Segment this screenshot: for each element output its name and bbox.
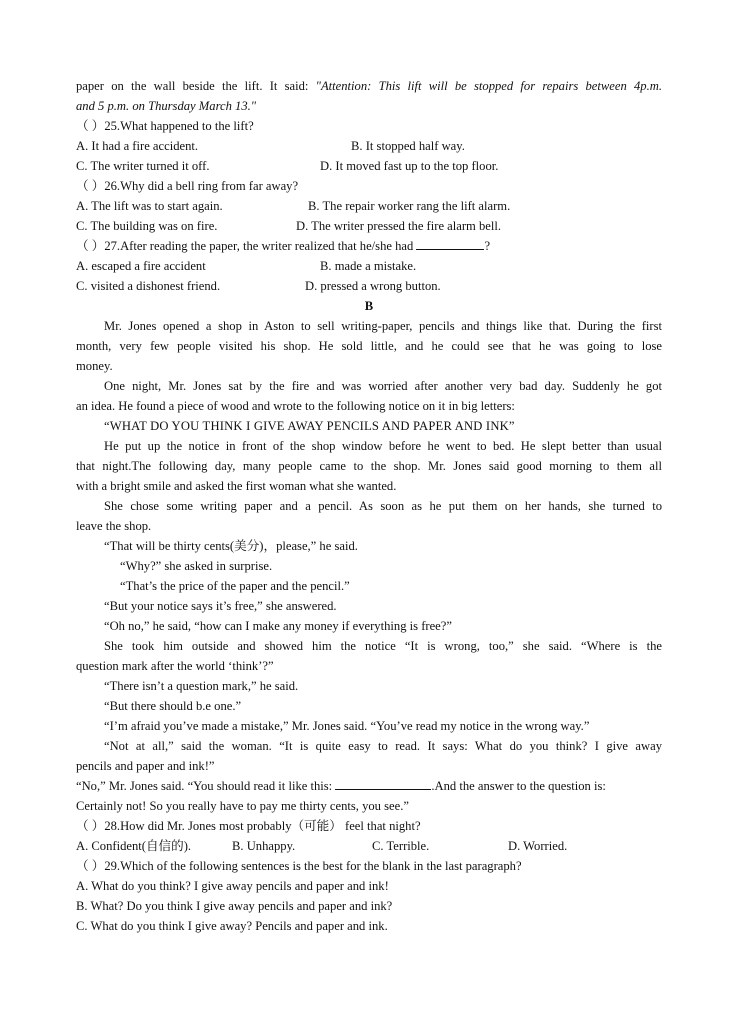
option-25-d[interactable]: D. It moved fast up to the top floor. [320,159,499,173]
option-26-c[interactable]: C. The building was on fire. [76,219,218,233]
question-26-options-cd [76,216,662,236]
passage-b-text: “No,” Mr. Jones said. “You should read it like this: [76,779,333,793]
passage-b-line: One night, Mr. Jones sat by the fire and was worried after another very bad day. Suddenly he got [104,379,662,393]
passage-b-line: an idea. He found a piece of wood and wrote to the following notice on it in big letters: [76,399,515,413]
passage-b-line-with-blank [76,776,662,796]
option-29-c[interactable]: C. What do you think I give away? Pencils and paper and ink. [76,919,388,933]
question-27-text: （ ）27.After reading the paper, the writer realized that he/she had [76,239,414,253]
passage-b-line: He put up the notice in front of the shop window before he went to bed. He slept better than usual [104,439,662,453]
option-28-b[interactable]: B. Unhappy. [232,839,296,853]
passage-b-notice: “WHAT DO YOU THINK I GIVE AWAY PENCILS AND PAPER AND INK” [104,419,515,433]
option-28-d[interactable]: D. Worried. [508,839,568,853]
question-26-options-ab [76,196,662,216]
passage-b-line: Mr. Jones opened a shop in Aston to sell writing-paper, pencils and things like that. During the first [104,319,662,333]
passage-b-line: Certainly not! So you really have to pay me thirty cents, you see.” [76,799,409,813]
option-25-a[interactable]: A. It had a fire accident. [76,139,199,153]
passage-b-line: “That will be thirty cents(美分)，please,” he said. [104,539,358,553]
option-25-c[interactable]: C. The writer turned it off. [76,159,210,173]
passage-b-line: pencils and paper and ink!” [76,759,215,773]
passage-b-line: “Not at all,” said the woman. “It is quite easy to read. It says: What do you think? I give away [104,739,662,753]
passage-a-line-2: and 5 p.m. on Thursday March 13." [76,99,257,113]
option-26-a[interactable]: A. The lift was to start again. [76,199,223,213]
section-b-title: B [364,299,374,313]
option-25-b[interactable]: B. It stopped half way. [351,139,465,153]
passage-b-text: .And the answer to the question is: [431,779,606,793]
question-27-stem [76,236,662,256]
answer-blank[interactable] [416,237,484,250]
question-25-stem: （ ）25.What happened to the lift? [76,119,254,133]
question-26-stem: （ ）26.Why did a bell ring from far away? [76,179,299,193]
passage-b-line: with a bright smile and asked the first woman what she wanted. [76,479,397,493]
question-29-stem: （ ）29.Which of the following sentences is the best for the blank in the last paragraph? [76,859,522,873]
passage-b-line: question mark after the world ‘think’?” [76,659,274,673]
notice-quote: "Attention: This lift will be stopped for repairs between 4p.m. [315,79,662,93]
passage-b-line: She chose some writing paper and a pencil. As soon as he put them on her hands, she turned to [104,499,662,513]
passage-b-line: She took him outside and showed him the notice “It is wrong, too,” she said. “Where is the [104,639,662,653]
passage-b-line: month, very few people visited his shop. He sold little, and he could see that he was going to lose [76,339,662,353]
option-27-d[interactable]: D. pressed a wrong button. [305,279,441,293]
option-28-c[interactable]: C. Terrible. [372,839,430,853]
option-28-a[interactable]: A. Confident(自信的). [76,839,192,853]
passage-b-line: “There isn’t a question mark,” he said. [104,679,299,693]
passage-b-line: “But there should b.e one.” [104,699,242,713]
question-27-end: ? [484,239,491,253]
passage-b-line: “Oh no,” he said, “how can I make any money if everything is free?” [104,619,452,633]
option-27-a[interactable]: A. escaped a fire accident [76,259,206,273]
exam-page [76,76,662,936]
passage-b-line: that night.The following day, many people came to the shop. Mr. Jones said good morning to them all [76,459,662,473]
passage-b-line: “That’s the price of the paper and the pencil.” [120,579,350,593]
option-26-b[interactable]: B. The repair worker rang the lift alarm. [308,199,511,213]
passage-b-line: leave the shop. [76,519,152,533]
passage-b-line: “Why?” she asked in surprise. [120,559,273,573]
option-27-c[interactable]: C. visited a dishonest friend. [76,279,221,293]
option-29-b[interactable]: B. What? Do you think I give away pencils and paper and ink? [76,899,393,913]
passage-b-line: money. [76,359,113,373]
question-27-options-cd [76,276,662,296]
passage-b-line: “But your notice says it’s free,” she answered. [104,599,337,613]
question-28-stem: （ ）28.How did Mr. Jones most probably（可能） feel that night? [76,819,421,833]
answer-blank[interactable] [335,777,431,790]
question-25-options-cd [76,156,662,176]
question-25-options-ab [76,136,662,156]
question-28-options [76,836,662,856]
question-27-options-ab [76,256,662,276]
passage-a-text: paper on the wall beside the lift. It said: [76,79,316,93]
option-27-b[interactable]: B. made a mistake. [320,259,417,273]
passage-a-line-1 [76,76,662,96]
passage-b-line: “I’m afraid you’ve made a mistake,” Mr. Jones said. “You’ve read my notice in the wrong way.” [104,719,590,733]
option-29-a[interactable]: A. What do you think? I give away pencils and paper and ink! [76,879,389,893]
option-26-d[interactable]: D. The writer pressed the fire alarm bell. [296,219,502,233]
